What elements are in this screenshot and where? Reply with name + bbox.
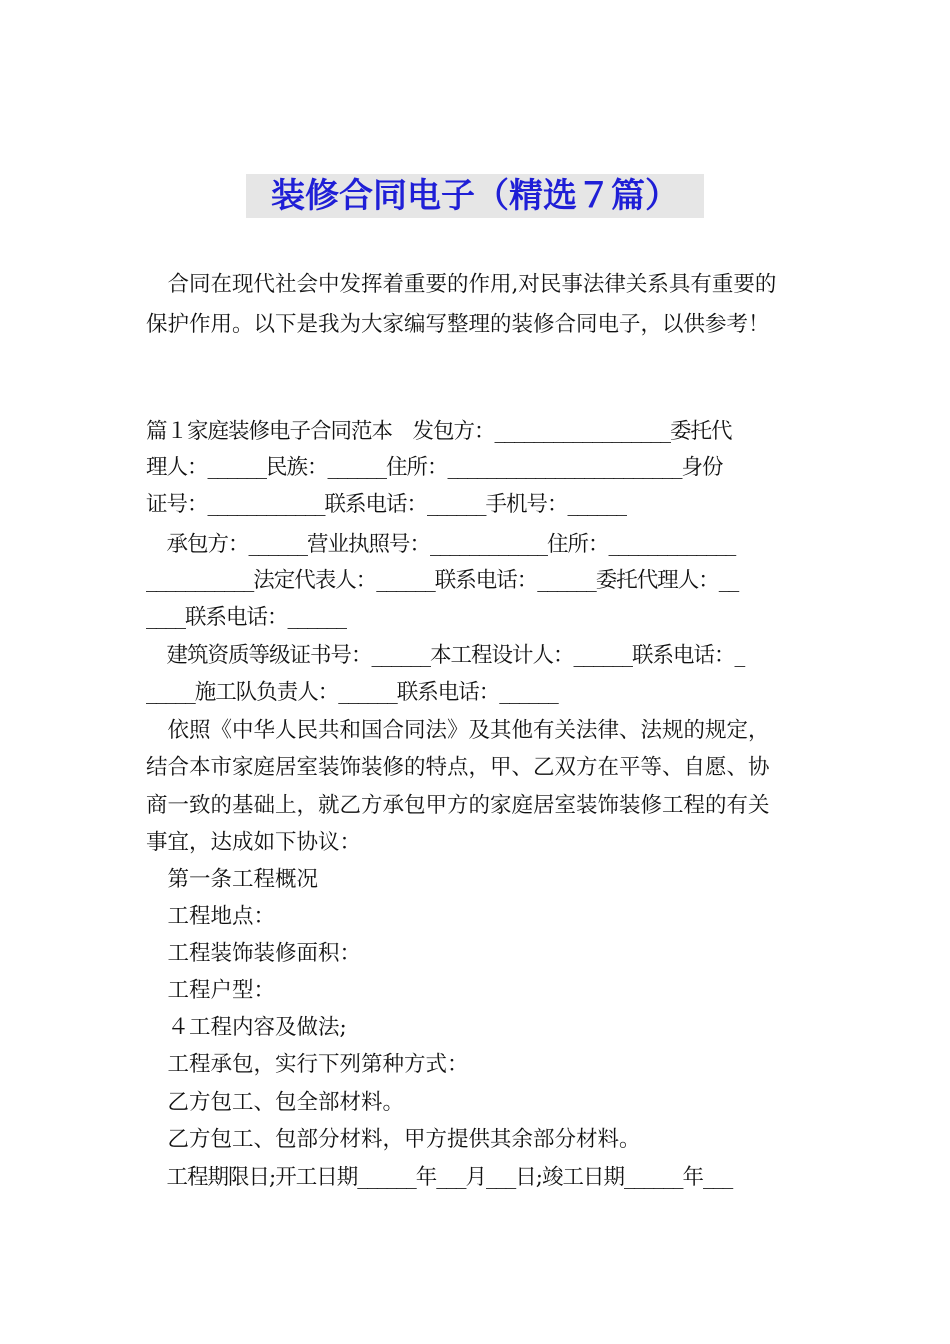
contract-line: 证号：____________联系电话：______手机号：______ — [146, 492, 627, 517]
contract-line: 商一致的基础上，就乙方承包甲方的家庭居室装饰装修工程的有关 — [146, 793, 770, 818]
contract-line: 结合本市家庭居室装饰装修的特点，甲、乙双方在平等、自愿、协 — [146, 755, 770, 780]
contract-line: 依照《中华人民共和国合同法》及其他有关法律、法规的规定， — [146, 718, 770, 743]
contract-line: ____联系电话：______ — [146, 605, 347, 630]
contract-line: 工程期限日;开工日期______年___月___日;竣工日期______年___ — [146, 1165, 733, 1190]
intro-line-2: 保护作用。以下是我为大家编写整理的装修合同电子，以供参考！ — [146, 312, 770, 337]
contract-line: 篇１家庭装修电子合同范本 发包方：__________________委托代 — [146, 419, 732, 444]
contract-line: 工程户型： — [146, 978, 276, 1003]
section-heading: 第一条工程概况 — [146, 867, 319, 892]
contract-line: ４工程内容及做法; — [146, 1015, 347, 1040]
contract-line: 乙方包工、包全部材料。 — [146, 1090, 405, 1115]
contract-line: 建筑资质等级证书号：______本工程设计人：______联系电话：_ — [146, 643, 745, 668]
contract-line: _____施工队负责人：______联系电话：______ — [146, 680, 558, 705]
intro-line-1: 合同在现代社会中发挥着重要的作用,对民事法律关系具有重要的 — [146, 272, 777, 297]
contract-line: 承包方：______营业执照号：____________住所：_____________ — [146, 532, 736, 557]
contract-line: 工程地点： — [146, 904, 276, 929]
contract-line: ___________法定代表人：______联系电话：______委托代理人：__ — [146, 568, 739, 593]
contract-line: 理人：______民族：______住所：________________________身份 — [146, 455, 723, 480]
contract-line: 事宜，达成如下协议： — [146, 830, 362, 855]
contract-line: 工程承包，实行下列第种方式： — [146, 1052, 469, 1077]
document-title: 装修合同电子（精选７篇） — [246, 174, 704, 218]
contract-line: 工程装饰装修面积： — [146, 941, 362, 966]
contract-line: 乙方包工、包部分材料，甲方提供其余部分材料。 — [146, 1127, 641, 1152]
